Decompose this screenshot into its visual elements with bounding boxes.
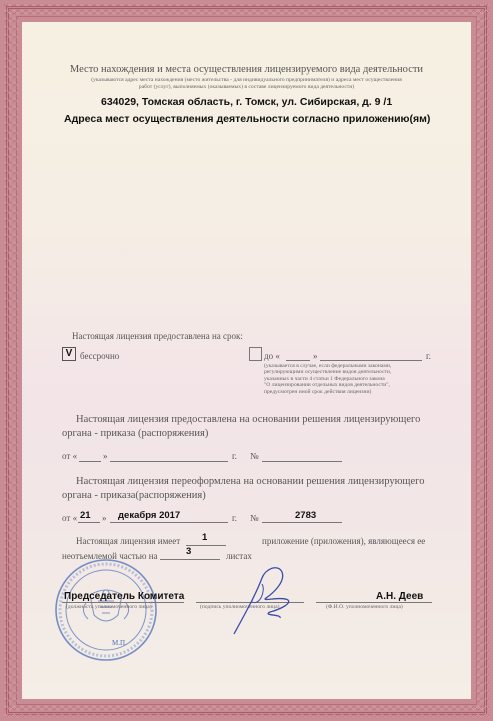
until-prefix: до « <box>264 351 280 361</box>
name-line <box>316 602 432 603</box>
header-note-2: работ (услуг), выполняемых (оказываемых) в составе лицензируемого вида деятельности) <box>138 84 355 90</box>
handwritten-signature <box>222 560 300 640</box>
basis-date-prefix: от « <box>62 451 78 461</box>
caption-name: (Ф.И.О. уполномоченного лица) <box>326 604 403 610</box>
term-label: Настоящая лицензия предоставлена на срок: <box>72 331 243 341</box>
reissue-year: г. <box>232 513 237 523</box>
until-notes: (указывается в случае, если федеральными законами, регулирующими осуществление видов деятельности, указанных в части 4 статьи 1 Федерального закона "О лицензировании отдельных видов деятельности", предусмотрен иной срок действия лицензии) <box>264 363 392 395</box>
stamp-mark: М.П. <box>112 639 127 647</box>
appendix-sheets-suffix: листах <box>226 551 252 561</box>
reissue-number: 2783 <box>295 510 317 521</box>
until-checkbox[interactable] <box>249 347 262 361</box>
basis-line-2: органа - приказа (распоряжения) <box>62 428 209 439</box>
until-year: г. <box>426 351 431 361</box>
appendix-prefix: Настоящая лицензия имеет <box>76 536 181 546</box>
reissue-day: 21 <box>80 510 91 521</box>
header-title: Место нахождения и места осуществления лицензируемого вида деятельности <box>69 64 424 75</box>
basis-line-1: Настоящая лицензия предоставлена на основании решения лицензирующего <box>76 414 421 425</box>
indefinite-label: бессрочно <box>80 351 120 361</box>
basis-number-label: № <box>250 451 259 461</box>
header-note-1: (указываются адрес места нахождения (место жительства - для индивидуального предпринимателя) и адреса мест осуществления <box>91 77 402 83</box>
until-mid: » <box>313 351 318 361</box>
basis-month-line <box>110 461 228 462</box>
reissue-date-prefix: от « <box>62 513 78 523</box>
basis-date-mid: » <box>103 451 108 461</box>
until-month-line <box>320 360 422 361</box>
basis-day-line <box>79 461 101 462</box>
reissue-number-line <box>262 522 342 523</box>
signer-name: А.Н. Деев <box>376 591 424 602</box>
license-address: 634029, Томская область, г. Томск, ул. Сибирская, д. 9 /1 <box>101 96 393 108</box>
reissue-number-label: № <box>250 513 259 523</box>
reissue-month-year: декабря 2017 <box>118 510 181 521</box>
indefinite-checkbox[interactable]: V <box>62 347 76 361</box>
activity-places: Адреса мест осуществления деятельности согласно приложению(ям) <box>64 113 431 125</box>
until-day-line <box>286 360 310 361</box>
reissue-date-mid: » <box>102 513 107 523</box>
reissue-day-line <box>78 522 100 523</box>
appendix-sheets-prefix: неотъемлемой частью на <box>62 551 158 561</box>
appendix-sheets-line <box>160 559 220 560</box>
basis-number-line <box>262 461 342 462</box>
reissue-line-1: Настоящая лицензия переоформлена на основании решения лицензирующего <box>76 476 425 487</box>
caption-position: (должность уполномоченного лица) <box>66 604 152 610</box>
position-line <box>62 602 184 603</box>
signer-position: Председатель Комитета <box>64 591 185 602</box>
appendix-sheets: 3 <box>186 546 192 557</box>
caption-signature: (подпись уполномоченного лица) <box>200 604 280 610</box>
basis-year: г. <box>232 451 237 461</box>
reissue-month-line <box>110 522 228 523</box>
appendix-count: 1 <box>202 532 208 543</box>
appendix-count-line <box>186 545 226 546</box>
reissue-line-2: органа - приказа(распоряжения) <box>62 490 206 501</box>
appendix-suffix: приложение (приложения), являющееся ее <box>262 536 426 546</box>
